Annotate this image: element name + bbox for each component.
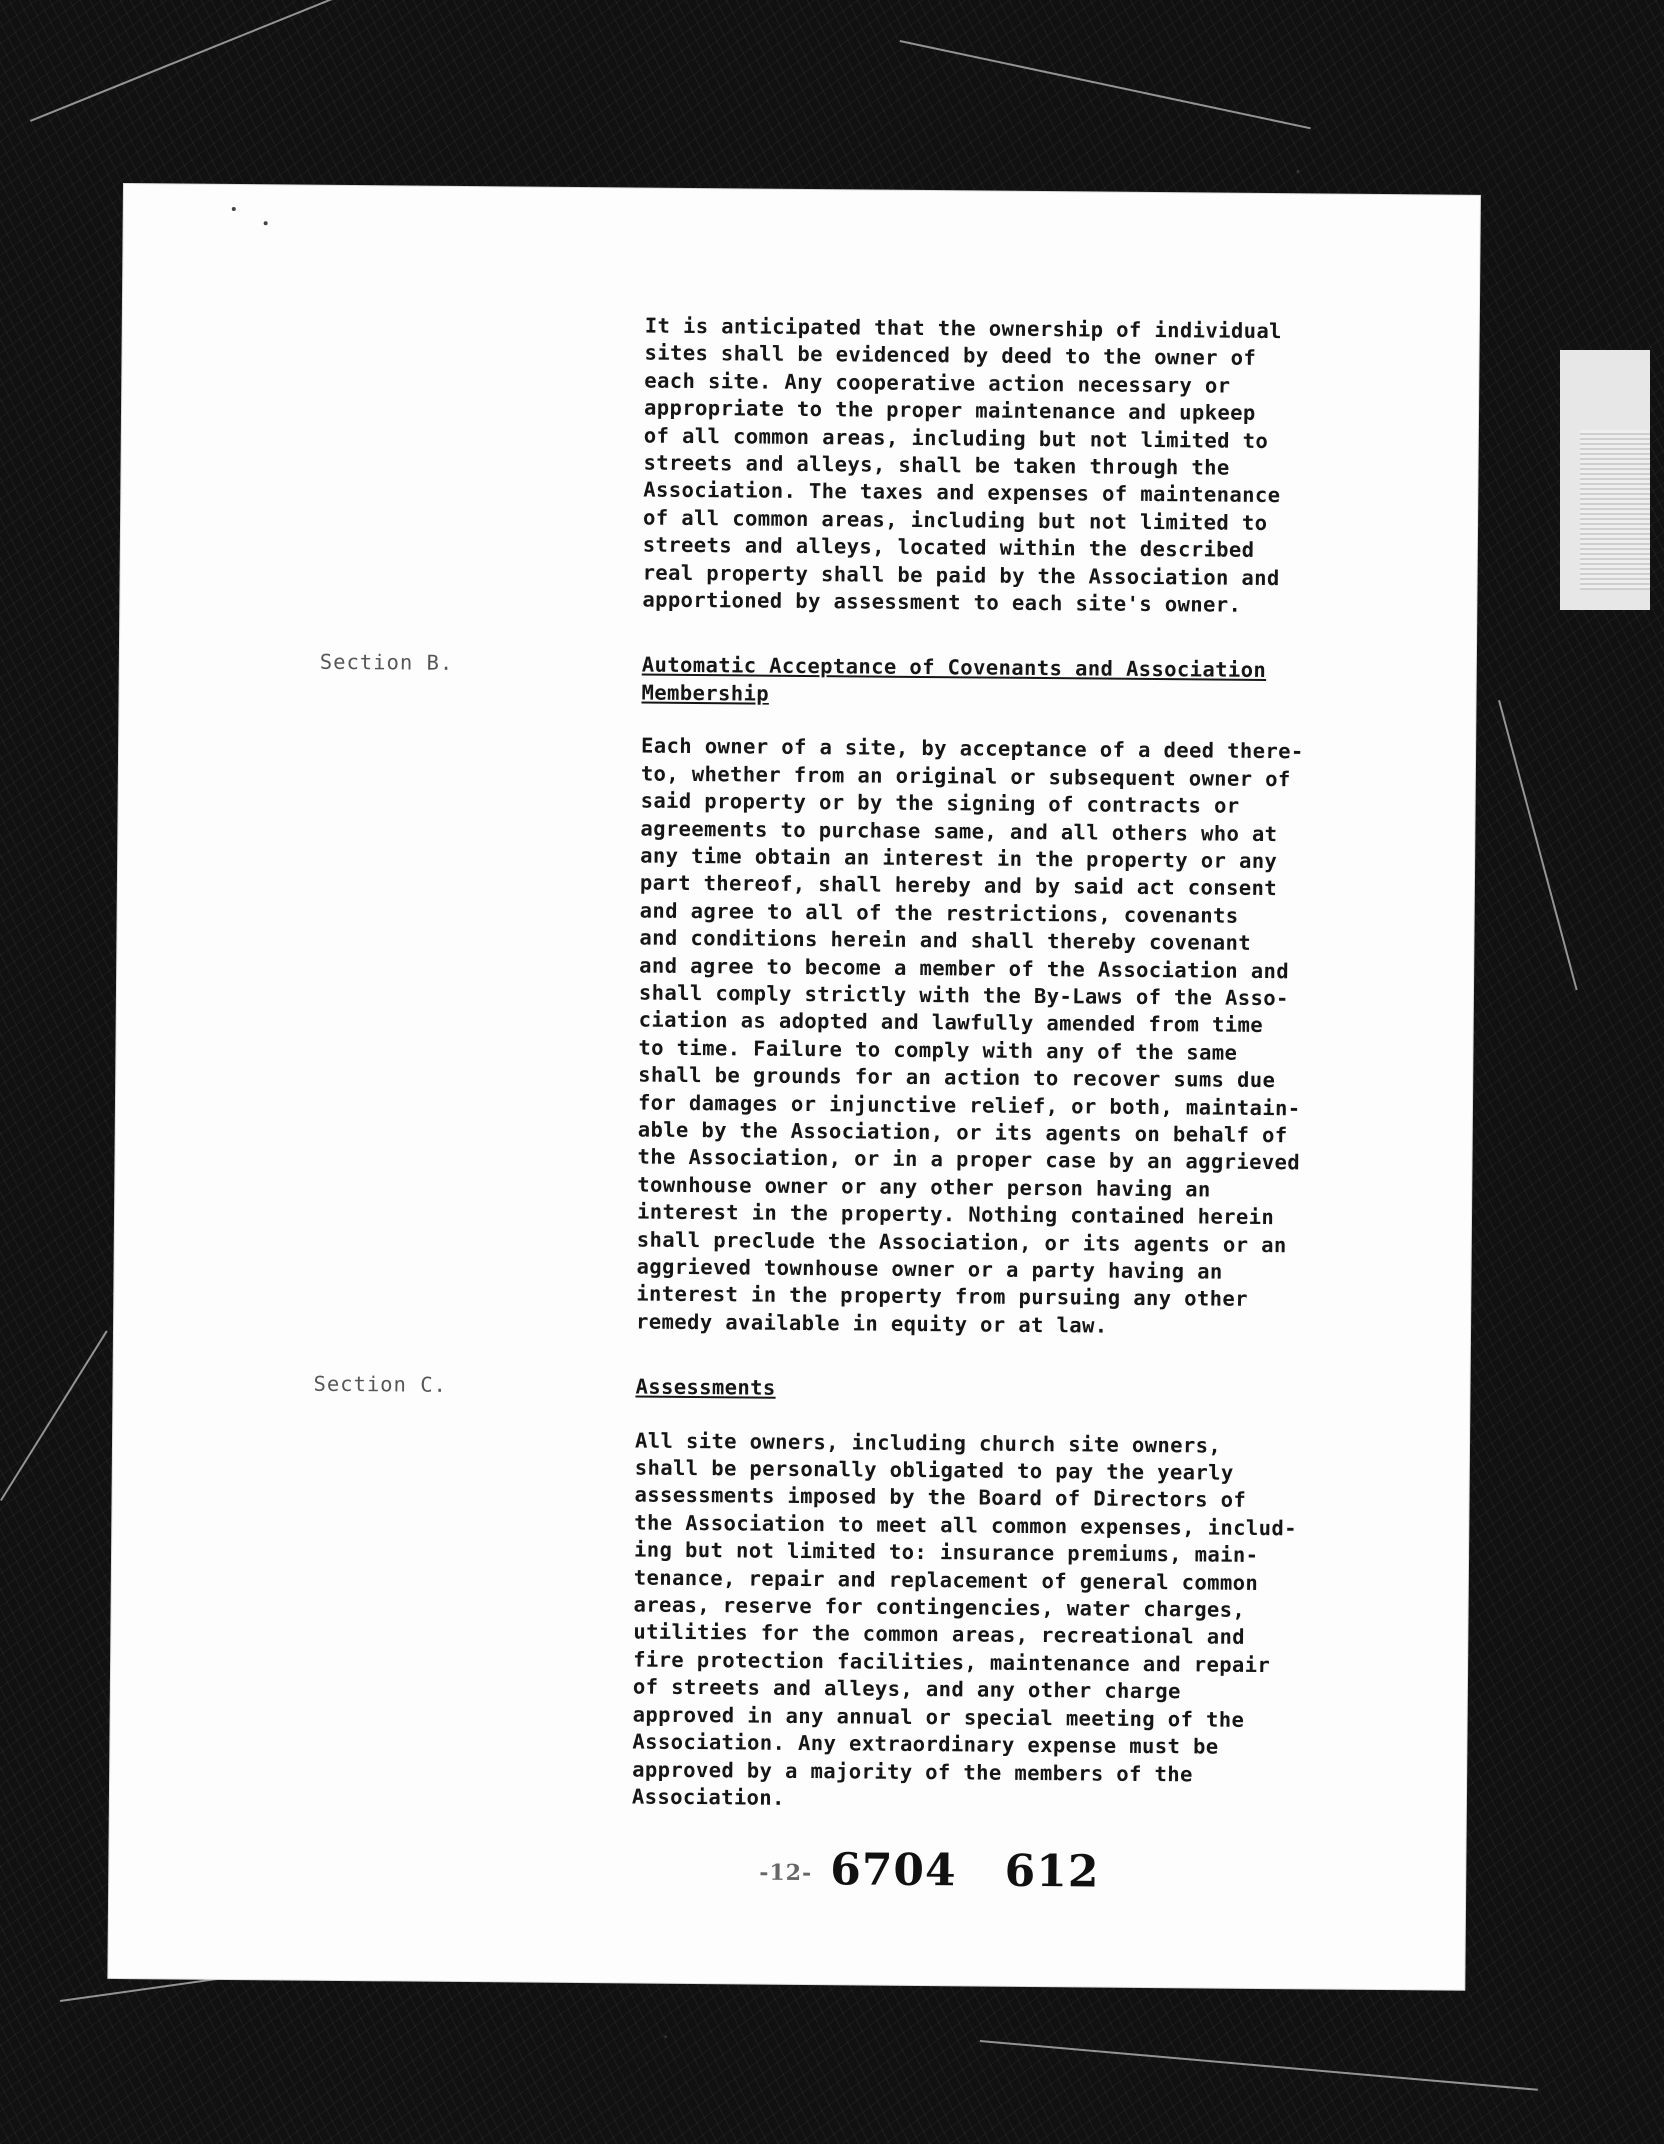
section-c-title: Assessments	[635, 1374, 776, 1400]
book-number: 6704	[829, 1844, 957, 1897]
speck	[232, 207, 236, 211]
page-number-dash: -12-	[759, 1859, 813, 1886]
speck	[264, 221, 268, 225]
section-c-label: Section C.	[313, 1371, 448, 1398]
side-paper-shade	[1580, 430, 1650, 590]
document-page	[108, 184, 1480, 1990]
section-c-body: All site owners, including church site owners, shall be personally obligated to pay the yearly assessments imposed by the Board of Directors of the Association to meet all common expenses, includ- ing but not limited to: insurance premiums, main- tenance, repair and replacement of general common areas, reserve for contingencies, water charges, utilities for the common areas, recreational and fire protection facilities, maintenance and repair of streets and alleys, and any other charge approved in any annual or special meeting of the Association. Any extraordinary expense must be approved by a majority of the members of the Association.	[631, 1428, 1298, 1810]
page-number: 612	[1004, 1845, 1100, 1898]
section-b-label: Section B.	[319, 650, 454, 676]
section-b-title: Automatic Acceptance of Covenants and Association Membership	[641, 653, 1267, 706]
page-footer	[759, 1844, 1100, 1898]
section-b-body: Each owner of a site, by acceptance of a deed there- to, whether from an original or subsequent owner of said property or by the signing of contracts or agreements to purchase same, and all others who at any time obtain an interest in the property or any part thereof, shall hereby and by said act consent and agree to all of the restrictions, covenants and conditions herein and shall thereby covenant and agree to become a member of the Association and shall comply strictly with the By-Laws of the Asso- ciation as adopted and lawfully amended from time to time. Failure to comply with any of the same shall be grounds for an action to recover sums due for damages or injunctive relief, or both, maintain- able by the Association, or its agents on behalf of the Association, or in a proper case by an aggrieved townhouse owner or any other person having an interest in the property. Nothing contained herein shall preclude the Association, or its agents or an aggrieved townhouse owner or a party having an interest in the property from pursuing any other remedy available in equity or at law.	[635, 733, 1304, 1338]
document-content	[310, 310, 1323, 1817]
section-b-heading	[319, 649, 1319, 713]
intro-paragraph: It is anticipated that the ownership of individual sites shall be evidenced by deed to the owner of each site. Any cooperative action necessary or appropriate to the proper maintenance and upkeep of all common areas, including but not limited to streets and alleys, shall be taken through the Association. The taxes and expenses of maintenance of all common areas, including but not limited to streets and alleys, located within the described real property shall be paid by the Association and apportioned by assessment to each site's owner.	[642, 313, 1282, 617]
